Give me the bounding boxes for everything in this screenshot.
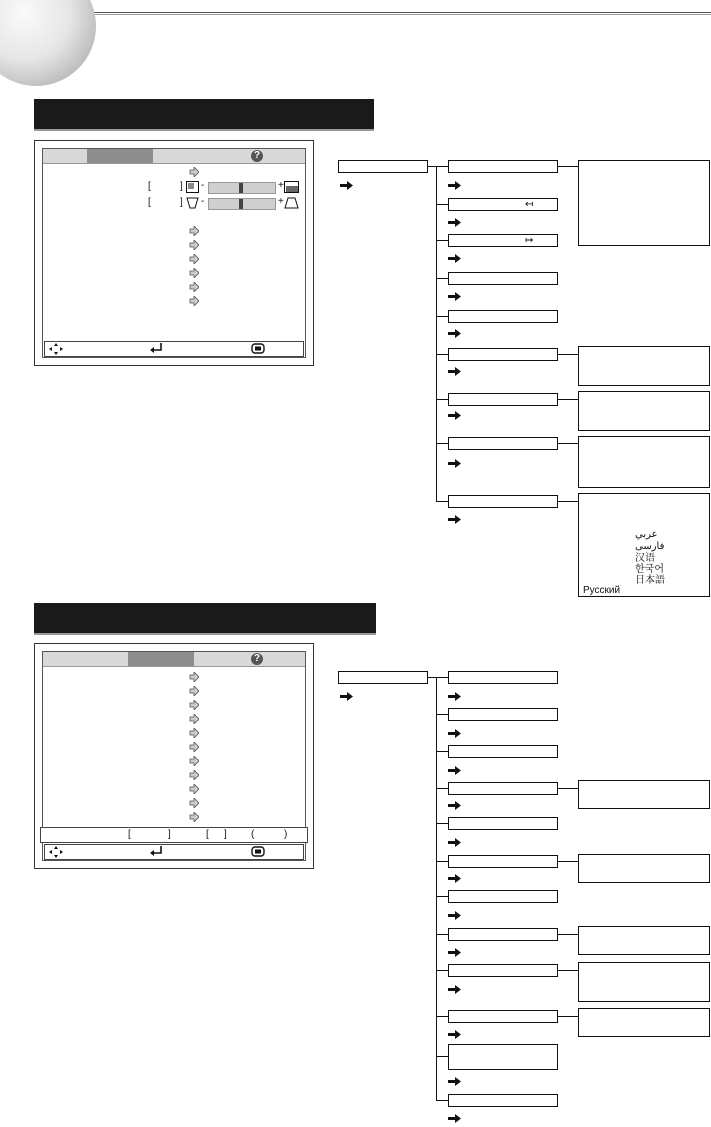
submenu-arrow-icon[interactable]: [189, 756, 199, 766]
arrow-right-icon: [448, 874, 461, 883]
menu-item-node: [448, 310, 558, 323]
section-banner-2: [34, 603, 376, 633]
options-box: [578, 962, 710, 1002]
paren-close: ): [284, 829, 288, 840]
option-connector: [558, 399, 578, 400]
submenu-arrow-icon[interactable]: [189, 282, 199, 292]
submenu-arrow-icon[interactable]: [189, 770, 199, 780]
keystone-icon: [186, 197, 199, 209]
arrow-right-icon: [340, 692, 353, 701]
arrow-right-icon: [448, 329, 461, 338]
menu-tab-bar[interactable]: [43, 149, 305, 164]
header-rule-secondary: [0, 14, 711, 15]
options-box: [578, 1008, 710, 1037]
arrow-right-icon: [448, 292, 461, 301]
root-node-2: [338, 671, 428, 684]
menu-item-node: [448, 782, 558, 795]
enter-icon: [149, 343, 163, 354]
branch-connector: [436, 240, 448, 241]
shift-left-glyph: ↤: [525, 199, 534, 210]
bracket-close: ]: [180, 181, 183, 192]
bracket-open: [: [148, 181, 151, 192]
language-japanese: 日本語: [635, 575, 665, 586]
bracket-open: [: [128, 829, 131, 840]
menu-item-node: [448, 745, 558, 758]
branch-connector: [436, 788, 448, 789]
language-korean: 한국어: [635, 564, 664, 575]
branch-connector: [436, 970, 448, 971]
branch-connector: [436, 714, 448, 715]
branch-connector: [436, 501, 448, 502]
options-box: [578, 854, 710, 883]
language-arabic: عربي: [635, 529, 658, 540]
submenu-arrow-icon[interactable]: [189, 728, 199, 738]
branch-connector: [436, 1100, 448, 1101]
branch-connector: [436, 1016, 448, 1017]
arrow-right-icon: [448, 515, 461, 524]
bracket-open: [: [148, 197, 151, 208]
shift-right-glyph: ↦: [525, 235, 534, 246]
keystone-wide-icon: [284, 197, 299, 209]
submenu-arrow-icon[interactable]: [189, 167, 199, 177]
branch-connector: [436, 934, 448, 935]
branch-connector: [436, 166, 448, 167]
branch-connector: [436, 823, 448, 824]
option-connector: [558, 934, 578, 935]
arrow-right-icon: [448, 911, 461, 920]
submenu-arrow-icon[interactable]: [189, 268, 199, 278]
arrow-right-icon: [448, 459, 461, 468]
paren-open: (: [251, 829, 255, 840]
branch-connector: [436, 278, 448, 279]
arrow-right-icon: [448, 985, 461, 994]
submenu-arrow-icon[interactable]: [189, 254, 199, 264]
tree-trunk-1: [436, 166, 437, 502]
plus-sign: +: [278, 180, 284, 191]
option-connector: [558, 861, 578, 862]
arrow-right-icon: [448, 838, 461, 847]
header-circle-ornament: [0, 0, 96, 86]
arrow-right-icon: [448, 729, 461, 738]
menu-item-node: [448, 1094, 558, 1107]
connector: [428, 677, 436, 678]
menu-guide-bar: [44, 844, 304, 860]
language-options-box: [578, 493, 710, 597]
options-box: [578, 780, 710, 809]
arrow-right-icon: [448, 1030, 461, 1039]
tree-trunk-2: [436, 677, 437, 1101]
menu-item-node-h-shift: [448, 198, 558, 211]
branch-connector: [436, 751, 448, 752]
branch-connector: [436, 399, 448, 400]
menu-button-icon: [251, 846, 265, 857]
branch-connector: [436, 316, 448, 317]
option-connector: [558, 354, 578, 355]
bracket-open: [: [206, 829, 209, 840]
connector: [428, 166, 436, 167]
submenu-arrow-icon[interactable]: [189, 672, 199, 682]
submenu-arrow-icon[interactable]: [189, 296, 199, 306]
arrow-right-icon: [448, 1114, 461, 1123]
arrow-right-icon: [448, 948, 461, 957]
options-box: [578, 160, 710, 246]
menu-window-1: [42, 148, 306, 358]
option-connector: [558, 970, 578, 971]
submenu-arrow-icon[interactable]: [189, 240, 199, 250]
menu-item-node-v-shift: [448, 234, 558, 247]
option-connector: [558, 166, 578, 167]
branch-connector: [436, 677, 448, 678]
arrow-right-icon: [448, 411, 461, 420]
arrow-right-icon: [448, 801, 461, 810]
plus-sign: +: [278, 196, 284, 207]
menu-item-node-tall: [448, 1044, 558, 1070]
branch-connector: [436, 443, 448, 444]
branch-connector: [436, 896, 448, 897]
menu-item-node: [448, 964, 558, 977]
menu-button-icon: [251, 343, 265, 354]
options-box: [578, 436, 710, 488]
menu-item-node: [448, 708, 558, 721]
menu-tab-selected[interactable]: [87, 149, 153, 163]
options-box: [578, 926, 710, 955]
adjust-slider-1[interactable]: [208, 182, 276, 194]
menu-item-node: [448, 272, 558, 285]
arrow-right-icon: [448, 218, 461, 227]
menu-screenshot-1: [34, 140, 314, 366]
section-banner-1: [34, 99, 374, 129]
branch-connector: [436, 861, 448, 862]
branch-connector: [436, 1056, 448, 1057]
submenu-arrow-icon[interactable]: [189, 742, 199, 752]
section-banner-2-underline: [34, 633, 376, 635]
branch-connector: [436, 204, 448, 205]
language-chinese: 汉语: [635, 553, 655, 564]
menu-item-node: [448, 890, 558, 903]
options-box: [578, 346, 710, 386]
header-rule: [0, 12, 711, 13]
submenu-arrow-icon[interactable]: [189, 686, 199, 696]
option-connector: [558, 443, 578, 444]
arrow-right-icon: [448, 254, 461, 263]
menu-item-node: [448, 928, 558, 941]
menu-item-node: [448, 160, 558, 173]
menu-item-node-language: [448, 495, 558, 508]
bracket-close: ]: [224, 829, 227, 840]
slider-knob[interactable]: [239, 183, 243, 193]
submenu-arrow-icon[interactable]: [189, 226, 199, 236]
help-icon[interactable]: ?: [251, 653, 263, 665]
menu-item-node: [448, 817, 558, 830]
menu-guide-bar: [44, 341, 304, 357]
menu-tab-selected[interactable]: [128, 652, 194, 666]
submenu-arrow-icon[interactable]: [189, 798, 199, 808]
status-bar: [40, 827, 308, 843]
arrow-right-icon: [448, 766, 461, 775]
arrow-right-icon: [448, 692, 461, 701]
menu-item-node: [448, 1010, 558, 1023]
submenu-arrow-icon[interactable]: [189, 700, 199, 710]
menu-window-2: [42, 651, 306, 861]
submenu-arrow-icon[interactable]: [189, 714, 199, 724]
menu-item-node: [448, 437, 558, 450]
minus-sign: -: [201, 196, 205, 207]
menu-item-node: [448, 855, 558, 868]
option-connector: [558, 788, 578, 789]
minus-sign: -: [201, 180, 205, 191]
arrow-right-icon: [448, 367, 461, 376]
dpad-icon: [49, 343, 63, 355]
branch-connector: [436, 354, 448, 355]
slider-knob[interactable]: [239, 199, 243, 209]
enter-icon: [149, 846, 163, 857]
help-icon[interactable]: ?: [251, 150, 263, 162]
screen-shift-icon: [186, 181, 199, 193]
option-connector: [558, 501, 578, 502]
submenu-arrow-icon[interactable]: [189, 784, 199, 794]
option-connector: [558, 1016, 578, 1017]
arrow-right-icon: [448, 1077, 461, 1086]
section-banner-1-underline: [34, 129, 374, 131]
arrow-right-icon: [448, 181, 461, 190]
options-box: [578, 391, 710, 431]
submenu-arrow-icon[interactable]: [189, 812, 199, 822]
language-persian: فارسی: [635, 541, 665, 552]
menu-item-node: [448, 348, 558, 361]
menu-screenshot-2: [34, 643, 314, 869]
bracket-close: ]: [180, 197, 183, 208]
language-russian: Русский: [583, 585, 621, 596]
bracket-close: ]: [168, 829, 171, 840]
menu-item-node: [448, 671, 558, 684]
arrow-right-icon: [340, 181, 353, 190]
menu-item-node: [448, 393, 558, 406]
screen-shift-large-icon: [284, 181, 299, 193]
dpad-icon: [49, 846, 63, 858]
adjust-slider-2[interactable]: [208, 198, 276, 210]
root-node-1: [338, 160, 428, 173]
